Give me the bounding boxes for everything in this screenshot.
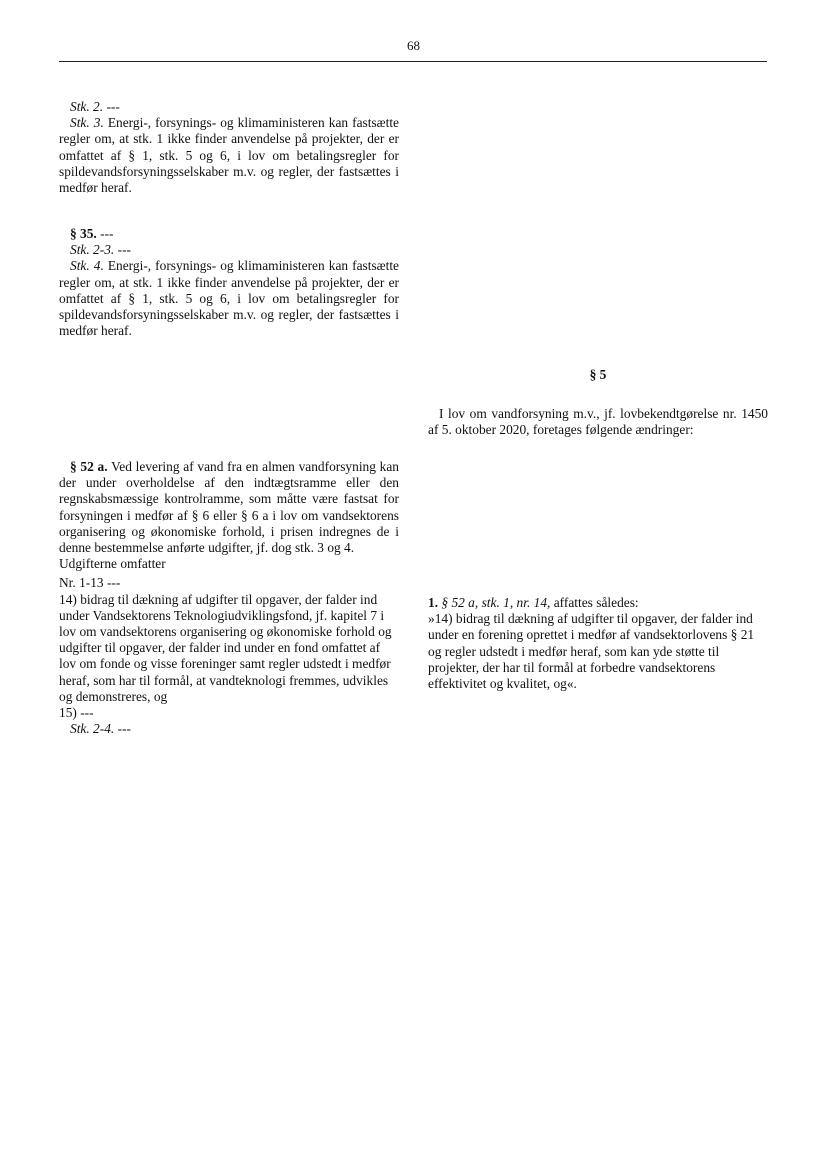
item-15-line: 15) --- [59,705,94,721]
change-rest: affattes således: [550,595,639,610]
stk-4-paragraph [59,258,399,339]
nr-1-13-line: Nr. 1-13 --- [59,575,121,591]
change-1-new-wording: »14) bidrag til dækning af udgifter til opgaver, der falder ind under en forening oprettet i medfør af vandsektorlovens § 21 og regler udstedt i medfør heraf, som kan yde støtte til projekter, der har til formål at forbedre vandsektorens effektivitet og kvalitet, og«. [428,611,755,692]
section-5-heading: § 5 [589,367,607,382]
change-reference: § 52 a, stk. 1, nr. 14, [438,595,551,610]
stk-4-label: Stk. 4. [70,258,104,274]
stk-2-4-label: Stk. 2-4. [70,721,115,737]
intro-text: I lov om vandforsyning m.v., jf. lovbekendtgørelse nr. 1450 af 5. oktober 2020, foretages følgende ændringer: [428,406,768,438]
change-1-text [428,611,768,692]
stk-2-3-line [59,242,399,258]
change-1-line [428,595,768,611]
paragraph-52a-label: § 52 a. [70,459,108,474]
udgifter-line [59,556,399,572]
header-rule [59,61,767,62]
paragraph-52a-block [59,459,399,737]
item-14-text: 14) bidrag til dækning af udgifter til opgaver, der falder ind under Vandsektorens Teknologiudviklingsfond, jf. kapitel 7 i lov om vandsektorens organisering og økonomiske forhold og udgifter til opgaver, der falder ind under en fond omfattet af lov om fonde og visse foreninger samt regler udstedt i medfør heraf, som har til formål, at vandteknologi fremmes, udvikles og demonstreres, og [59,591,392,704]
stk-2-4-line [59,721,399,737]
page-number: 68 [407,38,420,53]
stk-2-3-label: Stk. 2-3. [70,242,115,258]
paragraph-35-block [59,226,399,339]
section-5-intro [428,406,768,438]
paragraph-35-rest: --- [96,226,114,241]
udgifter-text: Udgifterne omfatter [59,556,166,572]
change-1-block [428,595,768,692]
stk-3-text: Energi-, forsynings- og klimaministeren kan fastsætte regler om, at stk. 1 ikke finder anvendelse på projekter, der er omfattet af § 1, stk. 5 og 6, i lov om betalingsregler for spildevandsforsyningsselskaber m.v. og regler, der fastsættes i medfør heraf. [59,115,399,196]
paragraph-35-label: § 35. [70,226,97,241]
paragraph-52a-body: Ved levering af vand fra en almen vandforsyning kan der under overholdelse af den indtægtsramme eller den regnskabsmæssige kontrolramme, som måtte være fastsat for forsyningen i medfør af § 6 eller § 6 a i lov om vandsektorens organisering og økonomiske forhold, i prisen indregnes de i denne bestemmelse anførte udgifter, jf. dog stk. 3 og 4. [59,459,399,556]
stk-2-4-rest: --- [114,721,131,737]
stk-3-paragraph [59,115,399,196]
stk-2-rest: --- [103,99,120,114]
current-law-stk-block [59,99,399,196]
paragraph-52a-text [59,459,399,556]
stk-2-3-rest: --- [114,242,131,258]
stk-2-line [59,99,399,115]
stk-4-text: Energi-, forsynings- og klimaministeren kan fastsætte regler om, at stk. 1 ikke finder anvendelse på projekter, der er omfattet af § 1, stk. 5 og 6, i lov om betalingsregler for spildevandsforsyningsselskaber m.v. og regler, der fastsættes i medfør heraf. [59,258,399,339]
change-number: 1. [428,595,439,610]
stk-3-label: Stk. 3. [70,115,104,131]
paragraph-35-line [59,226,399,242]
item-list [59,575,399,737]
stk-2-label: Stk. 2. [70,99,104,114]
